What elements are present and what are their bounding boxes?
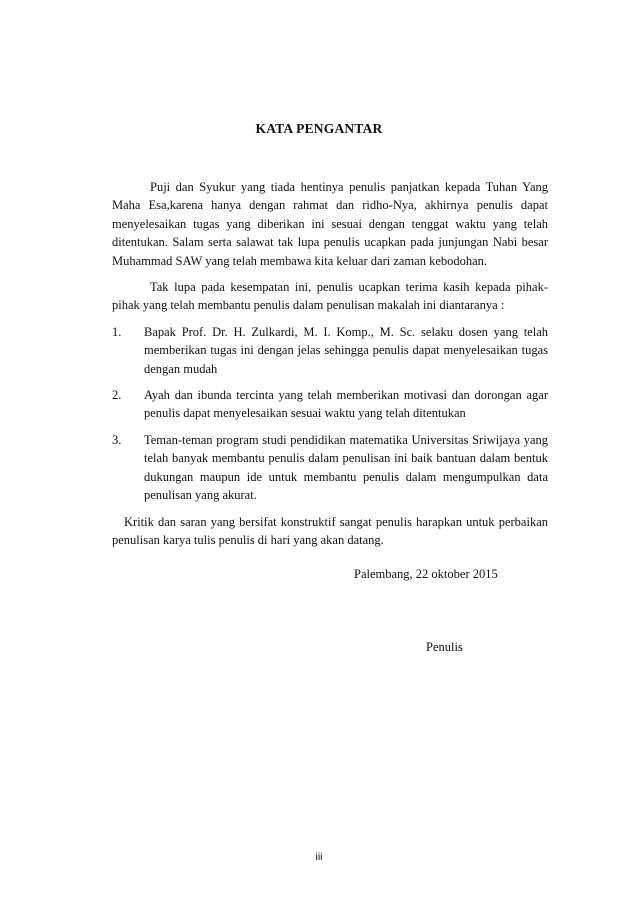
page-title: KATA PENGANTAR — [255, 121, 383, 136]
paragraph-thanks-intro: Tak lupa pada kesempatan ini, penulis ucapkan terima kasih kepada pihak-pihak yang telah membantu penulis dalam penulisan makalah ini diantaranya : — [112, 280, 548, 313]
list-item-number: 3. — [112, 432, 122, 447]
list-item — [112, 431, 548, 505]
document-body — [112, 178, 548, 549]
list-item — [112, 323, 548, 378]
author-signature: Penulis — [426, 640, 463, 654]
list-item-text: Ayah dan ibunda tercinta yang telah memberikan motivasi dan dorongan agar penulis dapat menyelesaikan sesuai waktu yang telah ditentukan — [144, 388, 548, 421]
place-date: Palembang, 22 oktober 2015 — [354, 567, 498, 581]
acknowledgement-list — [112, 323, 548, 505]
list-item-number: 1. — [112, 324, 122, 339]
list-item-number: 2. — [112, 388, 122, 403]
paragraph-gap — [112, 270, 548, 278]
paragraph-gap — [112, 315, 548, 323]
list-item-text: Teman-teman program studi pendidikan matematika Universitas Sriwijaya yang telah banyak membantu penulis dalam penulisan ini baik bantuan dalam bentuk dukungan maupun ide untuk membantu penulis dalam mengumpulkan data penulisan yang akurat. — [144, 432, 548, 503]
paragraph-gratitude: Puji dan Syukur yang tiada hentinya penulis panjatkan kepada Tuhan Yang Maha Esa,karena hanya dengan rahmat dan ridho-Nya, akhirnya penulis dapat menyelesaikan tugas yang diberikan ini sesuai dengan tenggat waktu yang telah ditentukan. Salam serta salawat tak lupa penulis ucapkan pada junjungan Nabi besar Muhammad SAW yang telah membawa kita keluar dari zaman kebodohan. — [112, 180, 548, 268]
list-item-text: Bapak Prof. Dr. H. Zulkardi, M. I. Komp., M. Sc. selaku dosen yang telah memberikan tugas ini dengan jelas sehingga penulis dapat menyelesaikan tugas dengan mudah — [144, 324, 548, 376]
paragraph-closing: Kritik dan saran yang bersifat konstruktif sangat penulis harapkan untuk perbaikan penulisan karya tulis penulis di hari yang akan datang. — [112, 514, 548, 547]
list-item — [112, 386, 548, 423]
page-number: iii — [315, 851, 323, 863]
